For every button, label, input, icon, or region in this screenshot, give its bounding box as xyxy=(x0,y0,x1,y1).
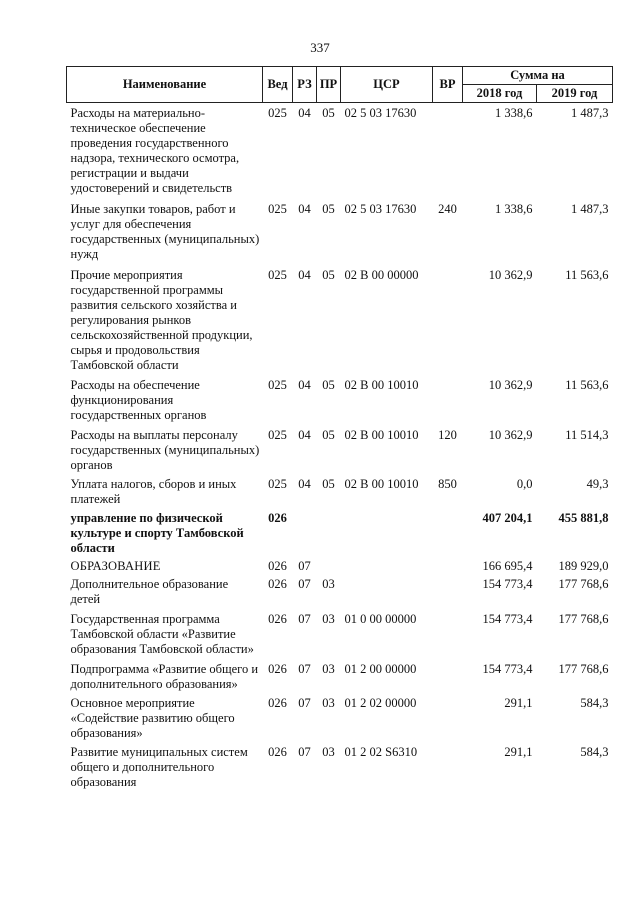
row-ved: 025 xyxy=(268,378,287,392)
row-sum-2018: 10 362,9 xyxy=(488,268,533,282)
row-vr xyxy=(433,556,463,574)
row-csr: 02 В 00 10010 xyxy=(344,477,419,491)
row-rz: 04 xyxy=(298,268,311,282)
row-sum-2018: 1 338,6 xyxy=(495,202,533,216)
row-pr: 05 xyxy=(322,268,335,282)
table-row xyxy=(67,741,613,790)
row-pr: 05 xyxy=(322,428,335,442)
row-pr: 05 xyxy=(322,477,335,491)
table-row xyxy=(67,373,613,423)
row-csr: 01 0 00 00000 xyxy=(344,612,417,626)
row-pr: 03 xyxy=(322,612,335,626)
row-sum-2018: 291,1 xyxy=(504,745,533,759)
row-csr: 01 2 00 00000 xyxy=(344,662,417,676)
row-vr xyxy=(433,262,463,373)
row-name: Прочие мероприятия государственной программы развития сельского хозяйства и регулирования рынков сельскохозяйственной продукции, сырья и продовольствия Тамбовской области xyxy=(70,268,253,372)
row-sum-2018: 0,0 xyxy=(516,477,533,491)
row-sum-2019: 455 881,8 xyxy=(558,511,609,525)
row-sum-2018: 291,1 xyxy=(504,696,533,710)
row-ved: 026 xyxy=(268,662,287,676)
row-rz: 07 xyxy=(298,612,311,626)
row-vr xyxy=(433,692,463,741)
row-sum-2018: 10 362,9 xyxy=(488,378,533,392)
row-csr: 02 В 00 00000 xyxy=(344,268,419,282)
header-pr: ПР xyxy=(317,67,341,103)
row-sum-2018: 154 773,4 xyxy=(482,612,533,626)
row-csr xyxy=(341,574,433,607)
row-vr xyxy=(433,657,463,692)
row-sum-2019: 49,3 xyxy=(586,477,609,491)
row-name: ОБРАЗОВАНИЕ xyxy=(70,559,161,573)
row-pr: 03 xyxy=(322,577,335,591)
row-name: Основное мероприятие «Содействие развитию общего образования» xyxy=(70,696,235,740)
row-ved: 026 xyxy=(268,696,287,710)
row-ved: 026 xyxy=(268,745,287,759)
row-rz: 04 xyxy=(298,202,311,216)
row-csr: 01 2 02 S6310 xyxy=(344,745,418,759)
table-row xyxy=(67,196,613,262)
row-rz: 07 xyxy=(298,577,311,591)
header-rz: РЗ xyxy=(293,67,317,103)
row-name: Иные закупки товаров, работ и услуг для обеспечения государственных (муниципальных) нужд xyxy=(70,202,260,261)
table-row xyxy=(67,574,613,607)
row-sum-2019: 177 768,6 xyxy=(558,577,609,591)
row-csr: 02 В 00 10010 xyxy=(344,428,419,442)
row-vr xyxy=(433,741,463,790)
table-header xyxy=(67,67,613,103)
row-pr: 03 xyxy=(322,662,335,676)
table-row xyxy=(67,423,613,473)
row-name: Расходы на выплаты персоналу государственных (муниципальных) органов xyxy=(70,428,260,472)
row-sum-2018: 166 695,4 xyxy=(482,559,533,573)
row-csr: 02 В 00 10010 xyxy=(344,378,419,392)
row-rz: 04 xyxy=(298,477,311,491)
row-sum-2019: 177 768,6 xyxy=(558,612,609,626)
row-sum-2019: 11 563,6 xyxy=(565,378,609,392)
row-sum-2019: 11 563,6 xyxy=(565,268,609,282)
row-name: Государственная программа Тамбовской области «Развитие образования Тамбовской области» xyxy=(70,612,254,656)
row-pr: 05 xyxy=(322,202,335,216)
row-sum-2019: 177 768,6 xyxy=(558,662,609,676)
row-pr: 03 xyxy=(322,745,335,759)
header-sum-on: Сумма на xyxy=(463,67,613,85)
row-rz xyxy=(293,507,317,556)
row-sum-2019: 189 929,0 xyxy=(558,559,609,573)
row-name: Развитие муниципальных систем общего и дополнительного образования xyxy=(70,745,248,789)
table-row xyxy=(67,556,613,574)
row-pr: 03 xyxy=(322,696,335,710)
table-row xyxy=(67,607,613,657)
row-csr: 02 5 03 17630 xyxy=(344,202,417,216)
row-rz: 07 xyxy=(298,559,311,573)
row-vr: 240 xyxy=(438,202,457,216)
row-csr: 01 2 02 00000 xyxy=(344,696,417,710)
row-sum-2019: 11 514,3 xyxy=(565,428,609,442)
row-name: Расходы на обеспечение функционирования государственных органов xyxy=(70,378,207,422)
row-vr: 120 xyxy=(438,428,457,442)
header-name: Наименование xyxy=(67,67,263,103)
row-ved: 025 xyxy=(268,428,287,442)
row-csr xyxy=(341,556,433,574)
header-year-2019: 2019 год xyxy=(537,85,613,103)
row-vr xyxy=(433,607,463,657)
row-vr xyxy=(433,507,463,556)
row-sum-2018: 10 362,9 xyxy=(488,428,533,442)
row-name: управление по физической культуре и спорту Тамбовской области xyxy=(70,511,244,555)
row-ved: 026 xyxy=(268,612,287,626)
row-name: Уплата налогов, сборов и иных платежей xyxy=(70,477,237,506)
table-body xyxy=(67,103,613,791)
row-csr xyxy=(341,507,433,556)
row-name: Подпрограмма «Развитие общего и дополнительного образования» xyxy=(70,662,259,691)
row-name: Расходы на материально-техническое обеспечение проведения государственного надзора, технического осмотра, регистрации и выдачи удостоверений и свидетельств xyxy=(70,106,240,195)
row-pr: 05 xyxy=(322,106,335,120)
row-ved: 025 xyxy=(268,202,287,216)
row-name: Дополнительное образование детей xyxy=(70,577,229,606)
row-pr xyxy=(317,556,341,574)
header-csr: ЦСР xyxy=(341,67,433,103)
row-vr xyxy=(433,103,463,197)
table-row xyxy=(67,507,613,556)
row-pr xyxy=(317,507,341,556)
row-ved: 026 xyxy=(268,577,287,591)
table-row xyxy=(67,103,613,197)
row-rz: 07 xyxy=(298,696,311,710)
row-sum-2019: 584,3 xyxy=(580,696,609,710)
row-vr: 850 xyxy=(438,477,457,491)
row-ved: 025 xyxy=(268,106,287,120)
row-rz: 07 xyxy=(298,745,311,759)
row-sum-2019: 1 487,3 xyxy=(571,202,609,216)
header-vr: ВР xyxy=(433,67,463,103)
row-csr: 02 5 03 17630 xyxy=(344,106,417,120)
table-row xyxy=(67,473,613,507)
page-number: 337 xyxy=(310,40,330,55)
row-sum-2018: 154 773,4 xyxy=(482,577,533,591)
table-row xyxy=(67,262,613,373)
row-vr xyxy=(433,574,463,607)
row-rz: 04 xyxy=(298,378,311,392)
row-vr xyxy=(433,373,463,423)
header-year-2018: 2018 год xyxy=(463,85,537,103)
row-rz: 04 xyxy=(298,428,311,442)
table-row xyxy=(67,692,613,741)
table-row xyxy=(67,657,613,692)
row-sum-2018: 154 773,4 xyxy=(482,662,533,676)
row-sum-2019: 1 487,3 xyxy=(571,106,609,120)
row-sum-2018: 407 204,1 xyxy=(482,511,533,525)
row-rz: 07 xyxy=(298,662,311,676)
header-ved: Вед xyxy=(263,67,293,103)
budget-table xyxy=(66,66,613,790)
row-sum-2018: 1 338,6 xyxy=(495,106,533,120)
row-ved: 025 xyxy=(268,268,287,282)
row-pr: 05 xyxy=(322,378,335,392)
row-ved: 026 xyxy=(268,511,287,525)
row-sum-2019: 584,3 xyxy=(580,745,609,759)
row-ved: 025 xyxy=(268,477,287,491)
row-rz: 04 xyxy=(298,106,311,120)
row-ved: 026 xyxy=(268,559,287,573)
